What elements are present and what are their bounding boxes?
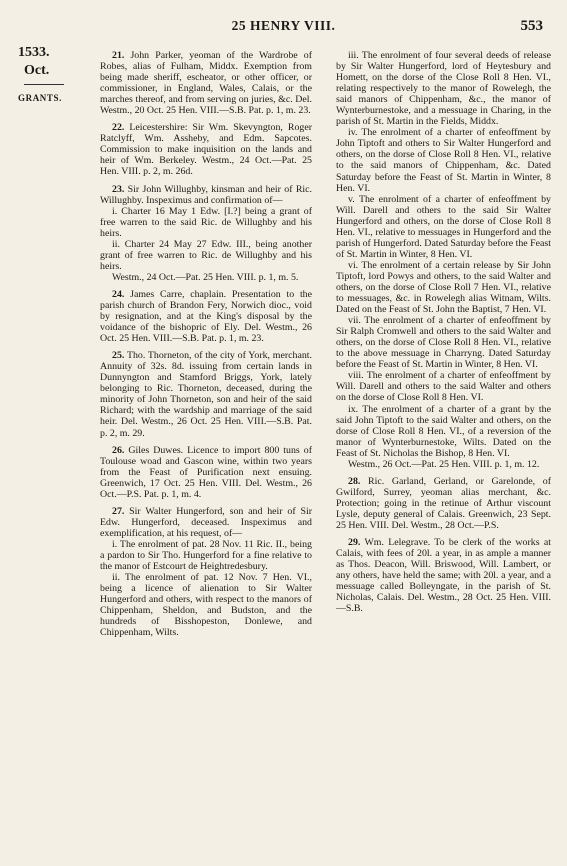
entry-text: Sir John Willughby, kinsman and heir of Ric. Willughby. Inspeximus and confirmation of— — [100, 183, 312, 206]
margin-rule — [24, 84, 64, 85]
entry-paragraph — [100, 184, 312, 206]
entry-text: John Parker, yeoman of the Wardrobe of Robes, alias of Fulham, Middx. Exemption from being made sheriff, escheator, or other officer, or commissioner, in England, Wales, Calais, or the marches thereof, and from serving on juries, &c. Del. Westm., 20 Oct. 25 Hen. VIII.—S.B. Pat. p. 1, m. 23. — [100, 50, 312, 117]
entry-paragraph — [336, 476, 551, 531]
entry-text: Sir Walter Hungerford, son and heir of Sir Edw. Hungerford, deceased. Inspeximus and exemplification, at his request, of— — [100, 505, 312, 539]
entry-number: 29. — [348, 537, 361, 549]
margin-year: 1533. — [18, 45, 50, 60]
left-column — [100, 50, 312, 644]
entry-sub-item: vii. The enrolment of a charter of enfeoffment by Sir Ralph Cromwell and others to the said Walter and others, on the dorse of Close Roll 8 Hen. VI., relative to the above messuage in Charryng. Dated Saturday before the Feast of St. Martin in Winter, 8 Hen. VI. — [336, 315, 551, 371]
entry-text: Leicestershire: Sir Wm. Skevyngton, Roger Ratclyff, Wm. Assheby, and Edm. Sapcotes. Commission to make inquisition on the lands and heir of Wm. Berkeley. Westm., 24 Oct.—Pat. 25 Hen. VIII. p. 2, m. 26d. — [100, 122, 312, 178]
page-number: 553 — [520, 18, 543, 34]
entry-number: 21. — [112, 50, 125, 61]
entry-paragraph — [100, 506, 312, 539]
calendar-entry-continued — [336, 50, 551, 470]
entry-number: 26. — [112, 444, 125, 456]
entry-number: 25. — [112, 350, 125, 362]
entry-sub-item: ii. The enrolment of pat. 12 Nov. 7 Hen. VI., being a licence of alienation to Sir Walter Hungerford and others, with respect to the manors of Chippenham, Sheldon, and Budston, and the hundreds of Bisshopeston, Donlewe, and Chippenham, Wilts. — [100, 572, 312, 639]
entry-reference: Westm., 24 Oct.—Pat. 25 Hen. VIII. p. 1, m. 5. — [112, 271, 299, 283]
entry-number: 28. — [348, 475, 361, 487]
entry-sub-item: iii. The enrolment of four several deeds of release by Sir Walter Hungerford, lord of Heytesbury and Homett, on the dorse of the Close Roll 8 Hen. VI., relating respectively to the manor of Rowelegh, the said manors of Chippenham, &c., the manor of Wynterburnestoke, and a messuage in Charing, in the parish of St. Martin in the Fields, Middx. — [336, 50, 551, 128]
calendar-entry — [100, 506, 312, 639]
entry-paragraph — [100, 50, 312, 116]
entry-text: Ric. Garland, Gerland, or Garelonde, of Gwilford, Surrey, yeoman alias merchant, &c. Protection; going in the retinue of Arthur viscount Lysle, deputy general of Calais. Greenwich, 23 Sept. 25 Hen. VIII. Del. Westm., 28 Oct.—P.S. — [336, 475, 552, 531]
entry-text: Giles Duwes. Licence to import 800 tuns of Toulouse woad and Gascon wine, within two years from the Feast of Purification next ensuing. Greenwich, 17 Oct. 25 Hen. VIII. Del. Westm., 26 Oct.—P.S. Pat. p. 1, m. 4. — [100, 444, 313, 500]
entry-text: Tho. Thorneton, of the city of York, merchant. Annuity of 32s. 8d. issuing from certain lands in Dunnyngton and Stamford Briggs, York, lately belonging to Ric. Thorneton, deceased, during the minority of John Thorneton, son and heir of the said Richard; with the wardship and marriage of the said heir. Del. Westm., 26 Oct. 25 Hen. VIII.—S.B. Pat. p. 2, m. 29. — [100, 350, 312, 439]
calendar-entry — [100, 184, 312, 283]
entry-sub-item: ii. Charter 24 May 27 Edw. III., being another grant of free warren to Ric. de Willughby and his heirs. — [100, 238, 312, 272]
entry-sub-item: i. The enrolment of pat. 28 Nov. 11 Ric. II., being a pardon to Sir Tho. Hungerford for a fine relative to the manor of Estcourt de Heightredesbury. — [100, 538, 312, 573]
right-column — [336, 50, 551, 620]
entry-sub-item: vi. The enrolment of a certain release by Sir John Tiptoft, lord Powys and others, to the said Walter and others, on the dorse of Close Roll 7 Hen. VI., relative to messuages, &c. in Rowelegh alias Witnam, Wilts. Dated on the Feast of St. John the Baptist, 7 Hen. VI. — [336, 259, 551, 316]
entry-number: 23. — [112, 183, 125, 195]
entry-number: 24. — [112, 288, 125, 300]
entry-sub-item: v. The enrolment of a charter of enfeoffment by Will. Darell and others to the said Sir Walter Hungerford and others, on the dorse of Close Roll 8 Hen. VI., relative to messuages in Hungerford and the parish of Hungerford. Dated Saturday before the Feast of St. Martin in Winter, 8 Hen. VI. — [336, 193, 551, 260]
running-title: 25 HENRY VIII. — [231, 18, 336, 33]
entry-number: 22. — [112, 122, 125, 134]
calendar-entry — [100, 289, 312, 344]
calendar-entry — [100, 445, 312, 500]
entry-paragraph — [336, 537, 551, 614]
calendar-entry — [336, 476, 551, 531]
entry-paragraph — [100, 289, 312, 344]
entry-sub-item: i. Charter 16 May 1 Edw. [I.?] being a grant of free warren to the said Ric. de Willughby and his heirs. — [100, 205, 312, 239]
entry-paragraph — [100, 445, 312, 500]
entry-sub-item: viii. The enrolment of a charter of enfeoffment by Will. Darell and others to the said Walter and others on the dorse of Close Roll 8 Hen. VI. — [336, 370, 551, 404]
calendar-entry — [100, 350, 312, 438]
entry-paragraph — [100, 122, 312, 177]
entry-reference: Westm., 26 Oct.—Pat. 25 Hen. VIII. p. 1, m. 12. — [348, 458, 540, 470]
calendar-entry — [100, 122, 312, 177]
entry-text: James Carre, chaplain. Presentation to the parish church of Brandon Fery, Norwich dioc., void by resignation, and at the King's disposal by the voidance of the bishopric of Ely. Del. Westm., 26 Oct. 25 Hen. VIII.—S.B. Pat. p. 1, m. 23. — [100, 288, 313, 345]
entry-paragraph — [100, 350, 312, 438]
entry-sub-item: iv. The enrolment of a charter of enfeoffment by John Tiptoft and others to Sir Walter Hungerford and others, on the dorse of Close Roll 8 Hen. VI., relative to the said manors of Chippenham, &c. Dated Saturday before the Feast of St. Martin in Winter, 8 Hen. VI. — [336, 127, 551, 194]
calendar-entry — [336, 537, 551, 614]
page-header — [0, 18, 567, 36]
entry-number: 27. — [112, 505, 125, 517]
calendar-entry — [100, 50, 312, 116]
entry-text: Wm. Lelegrave. To be clerk of the works at Calais, with fees of 20l. a year, in as ample a manner as Thos. Deacon, Will. Briswood, Will. Lambert, or any others, have held the same; with 20l. a year, and a messuage called Bolleyngate, in the parish of St. Nicholas, Calais. Del. Westm., 28 Oct. 25 Hen. VIII.—S.B. — [336, 537, 551, 615]
margin-category: GRANTS. — [18, 93, 62, 103]
margin-month: Oct. — [24, 63, 50, 78]
entry-sub-item: ix. The enrolment of a charter of a grant by the said John Tiptoft to the said Walter and others, on the dorse of Close Roll 8 Hen. VI., of a reversion of the manor of Wynterburnestoke, Wilts. Dated on the Feast of St. Nicholas the Bishop, 8 Hen. VI. — [336, 403, 551, 459]
margin-notes — [18, 46, 88, 103]
